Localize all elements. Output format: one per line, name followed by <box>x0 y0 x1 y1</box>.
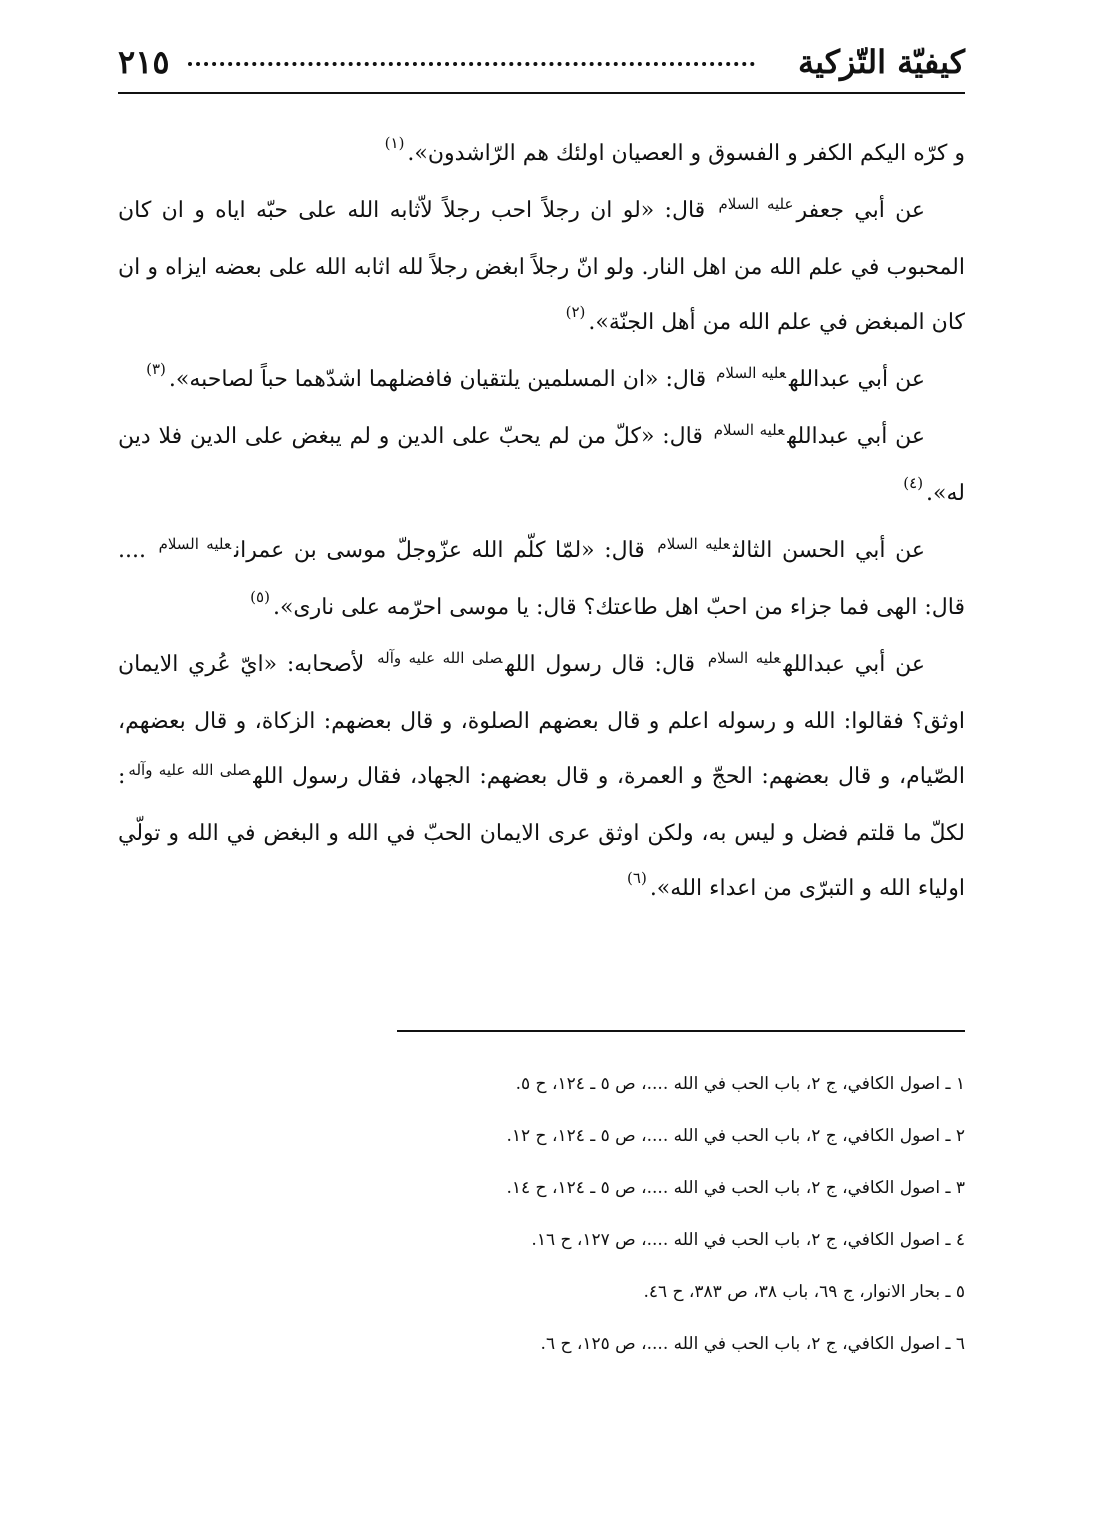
paragraph-6: عن أبي عبدالله$^{عليه السلام}$ قال: قال رسول الله$^{صلى الله عليه وآله}$ لأصحابه: «ايّ عُري الايمان اوثق؟ فقالوا: الله و رسوله اعلم و قال بعضهم الصلوة، و قال بعضهم: الزكاة، و قال بعضهم، الصّيام، و قال بعضهم: الحجّ و العمرة، و قال بعضهم: الجهاد، فقال رسول الله$^{صلى الله عليه وآله}$: لكلّ ما قلتم فضل و ليس به، ولكن اوثق عرى الايمان الحبّ في الله و البغض في الله و تولّي اولياء الله و التبرّى من اعداء الله».$^{(٦)}$ <box>118 649 965 901</box>
footnote-2: ٢ ـ اصول الكافي، ج ٢، باب الحب في الله ....، ص ٥ ـ ١٢٤، ح ١٢. <box>506 1126 965 1146</box>
paragraph-1: و كرّه اليكم الكفر و الفسوق و العصيان اولئك هم الرّاشدون».$^{(١)}$ <box>384 134 965 166</box>
footnote-marker: (٢) <box>565 303 586 321</box>
main-text <box>118 126 965 918</box>
footnote-5: ٥ ـ بحار الانوار، ج ٦٩، باب ٣٨، ص ٣٨٣، ح ٤٦. <box>643 1282 965 1302</box>
footnote-4: ٤ ـ اصول الكافي، ج ٢، باب الحب في الله ....، ص ١٢٧، ح ١٦. <box>531 1230 965 1250</box>
book-title: كيفيّة التّزكية <box>797 43 965 81</box>
footnote-marker: (٥) <box>250 588 270 606</box>
running-header <box>118 40 965 94</box>
footnotes <box>365 1058 965 1370</box>
footnote-marker: (١) <box>384 134 405 152</box>
paragraph-3: عن أبي عبدالله$^{عليه السلام}$ قال: «ان المسلمين يلتقيان فافضلهما اشدّهما حباً لصاحبه».$^{(٣)}$ <box>146 360 925 392</box>
imam-salutation: عليه السلام <box>158 535 232 553</box>
paragraph-2: عن أبي جعفر$^{عليه السلام}$ قال: «لو ان رجلاً احب رجلاً لاّثابه الله على حبّه اياه و ان كان المحبوب في علم الله من اهل النار. ولو انّ رجلاً ابغض رجلاً لله اثابه الله على بعضه ايزاه و ان كان المبغض في علم الله من أهل الجنّة».$^{(٢)}$ <box>118 195 965 335</box>
imam-salutation: عليه السلام <box>657 535 730 553</box>
prophet-salutation: صلى الله عليه وآله <box>377 649 503 667</box>
imam-salutation: عليه السلام <box>713 421 785 439</box>
footnote-marker: (٣) <box>146 360 166 378</box>
footnote-3: ٣ ـ اصول الكافي، ج ٢، باب الحب في الله ....، ص ٥ ـ ١٢٤، ح ١٤. <box>506 1178 965 1198</box>
footnote-1: ١ ـ اصول الكافي، ج ٢، باب الحب في الله ....، ص ٥ ـ ١٢٤، ح ٥. <box>515 1074 965 1094</box>
imam-salutation: عليه السلام <box>707 649 781 667</box>
paragraph-4: عن أبي عبدالله$^{عليه السلام}$ قال: «كلّ من لم يحبّ على الدين و لم يبغض على الدين فلا دين له».$^{(٤)}$ <box>118 421 965 506</box>
footnote-marker: (٦) <box>627 869 647 887</box>
imam-salutation: عليه السلام <box>716 364 786 382</box>
imam-salutation: عليه السلام <box>718 195 794 213</box>
page-number: ٢١٥ <box>118 43 170 81</box>
footnote-6: ٦ ـ اصول الكافي، ج ٢، باب الحب في الله ....، ص ١٢٥، ح ٦. <box>540 1334 965 1354</box>
leader-dots <box>188 62 755 66</box>
footnote-divider <box>397 1030 965 1032</box>
footnote-marker: (٤) <box>903 474 924 492</box>
paragraph-5: عن أبي الحسن الثالث$^{عليه السلام}$ قال: «لمّا كلّم الله عزّوجلّ موسى بن عمران$^{عليه السلام}$ .... قال: الهى فما جزاء من احبّ اهل طاعتك؟ قال: يا موسى احرّمه على نارى».$^{(٥)}$ <box>118 535 965 620</box>
prophet-salutation: صلى الله عليه وآله <box>128 761 251 779</box>
